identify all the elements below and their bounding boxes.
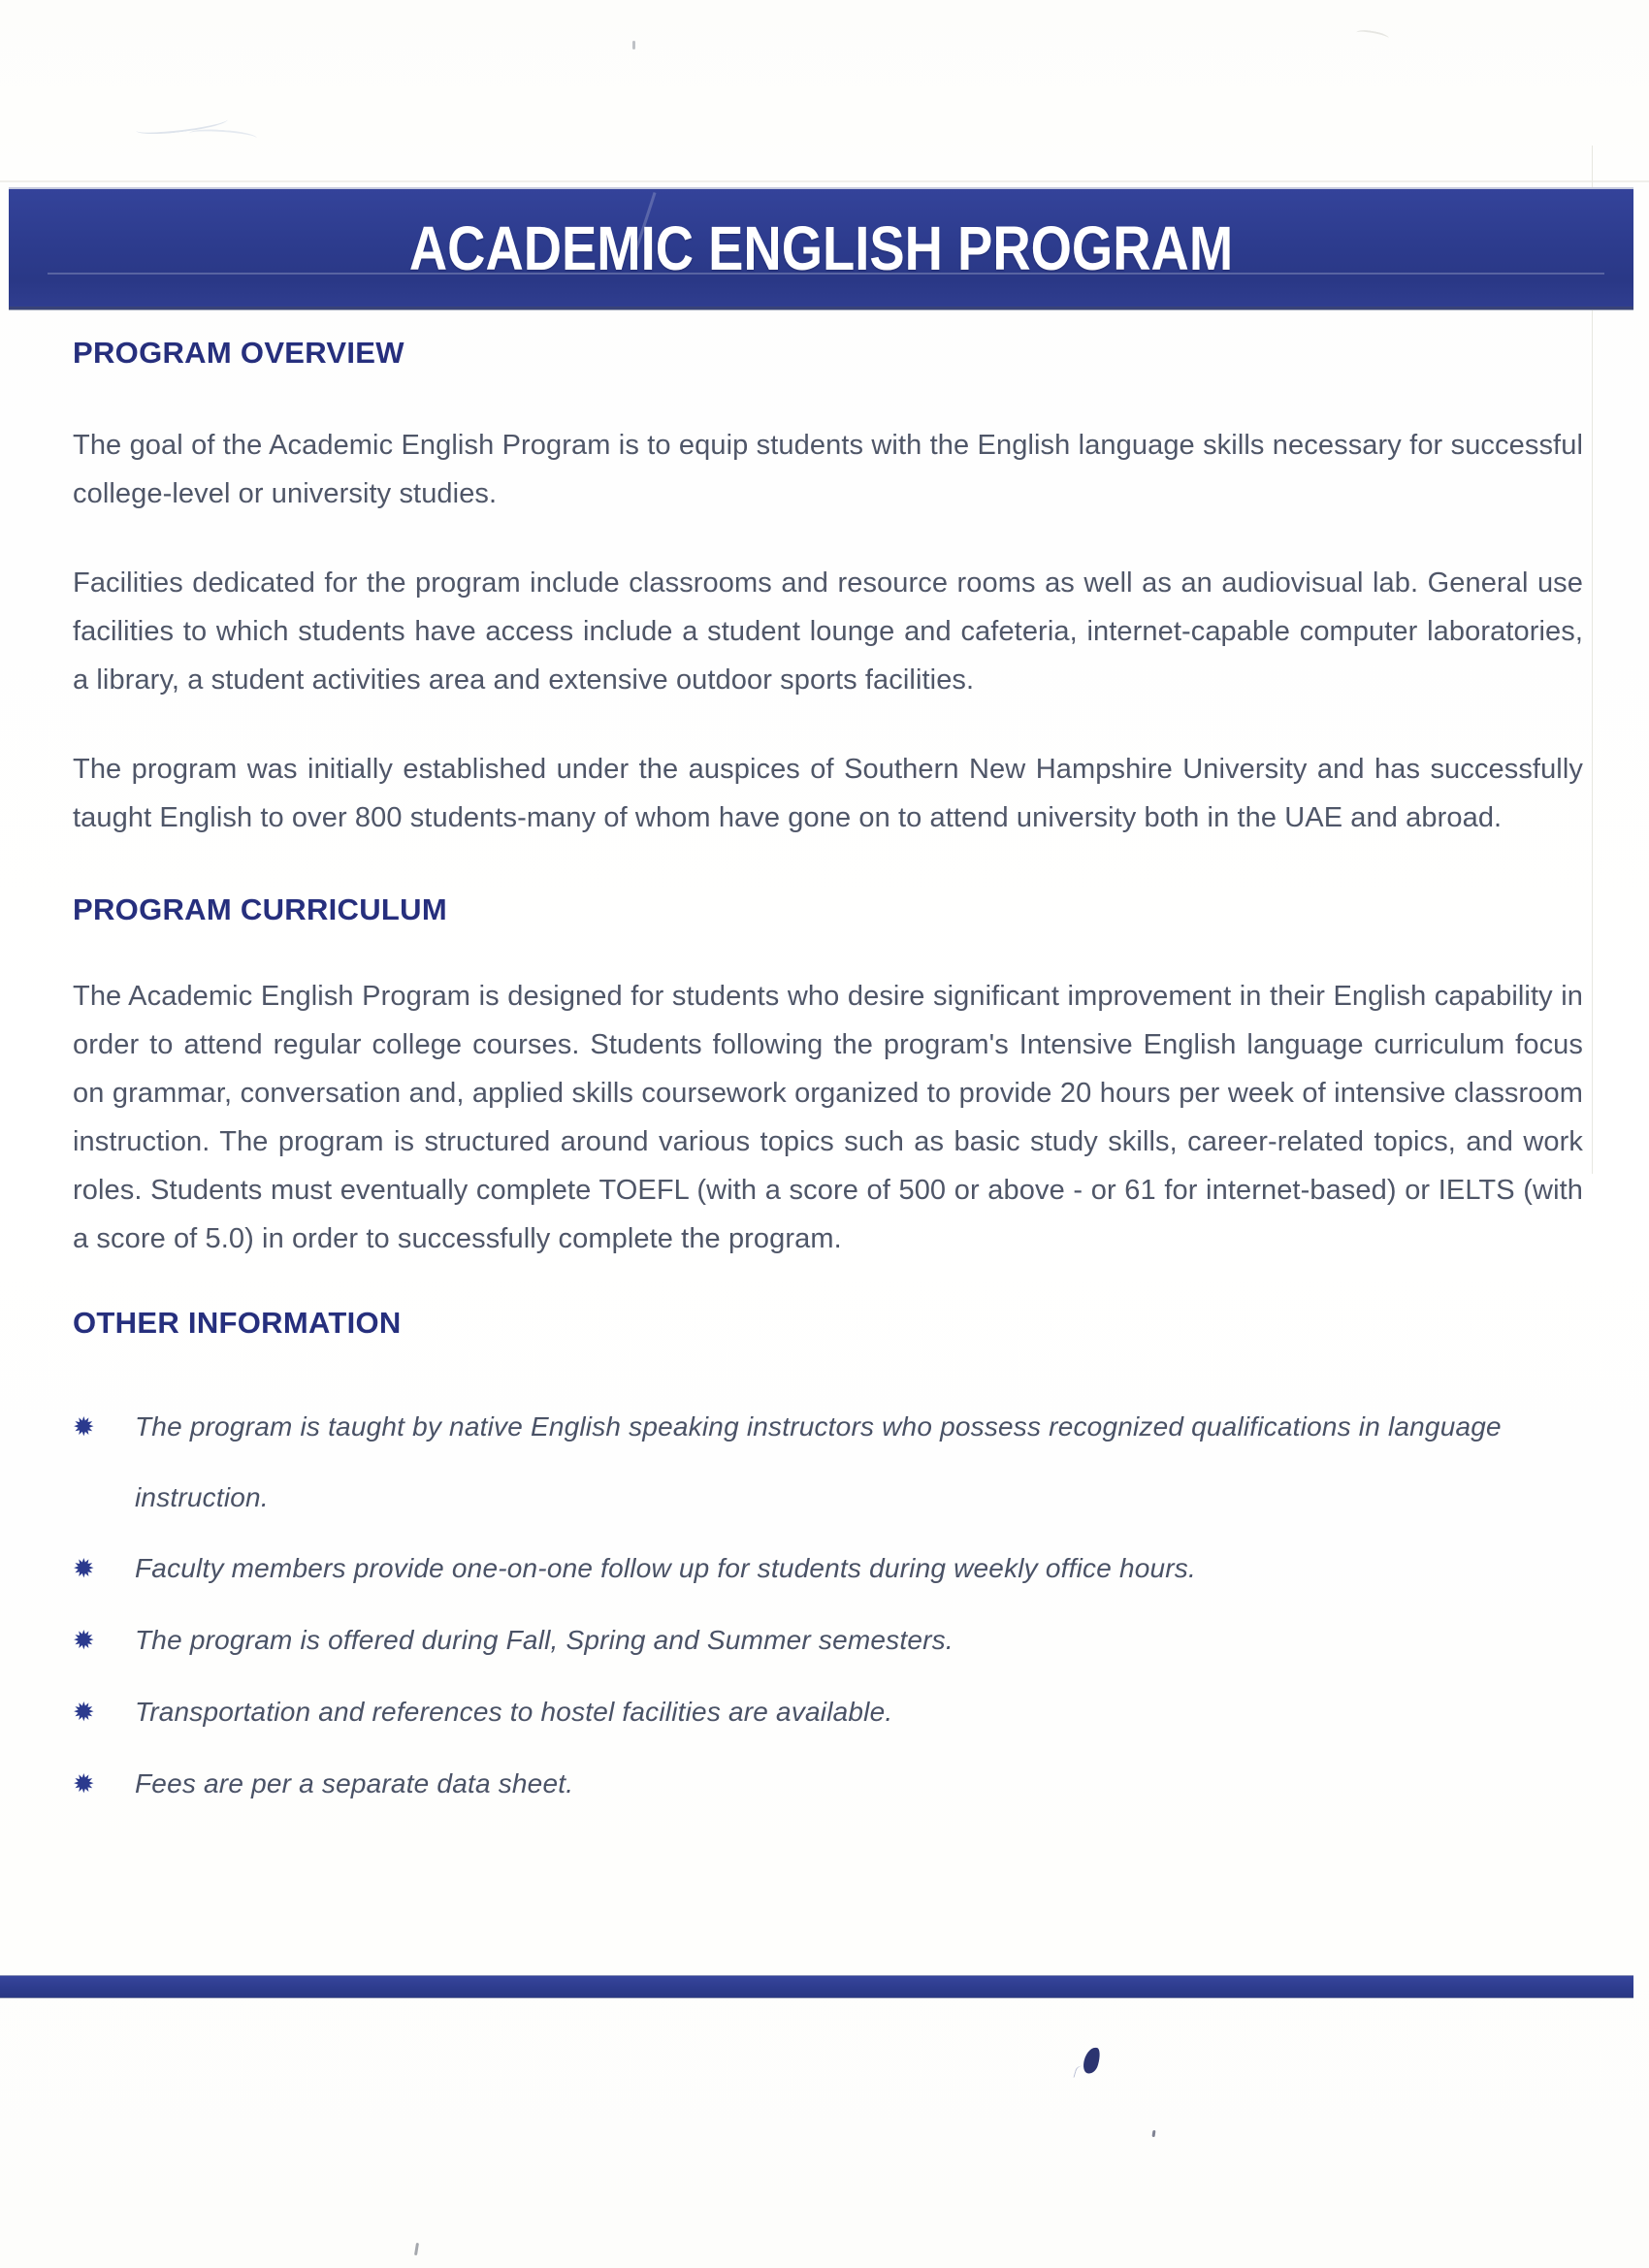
bullet-text-instructors: The program is taught by native English speaking instructors who possess recognized qualifications in language instruction.: [135, 1411, 1502, 1512]
paragraph-overview-goal: The goal of the Academic English Program is to equip students with the English language skills necessary for successful college-level or university studies.: [73, 430, 1583, 509]
scan-artifact-pencil-squiggle: [189, 128, 258, 145]
list-item: [73, 1391, 1583, 1533]
section-heading-program-curriculum: PROGRAM CURRICULUM: [73, 892, 447, 926]
paragraph-overview-facilities: Facilities dedicated for the program include classrooms and resource rooms as well as an audiovisual lab. General use facilities to which students have access include a student lounge and cafeteria, internet-capable computer laboratories, a library, a student activities area and extensive outdoor sports facilities.: [73, 567, 1583, 696]
scan-artifact-shadow-line: [0, 180, 1649, 182]
scan-artifact-speck: [1355, 28, 1389, 43]
star-bullet-icon: ✹: [73, 1626, 95, 1655]
scan-artifact-speck: [1152, 2130, 1156, 2137]
bottom-rule-bar: [0, 1975, 1633, 1998]
list-item: [73, 1676, 1583, 1748]
scan-artifact-pencil-squiggle: [136, 113, 229, 137]
scan-artifact-speck: [414, 2243, 419, 2255]
scan-artifact-speck: [632, 41, 635, 49]
star-bullet-icon: ✹: [73, 1769, 95, 1798]
title-banner: [9, 187, 1633, 309]
star-bullet-icon: ✹: [73, 1698, 95, 1727]
bullet-text-transportation: Transportation and references to hostel facilities are available.: [135, 1697, 893, 1727]
bullet-text-faculty: Faculty members provide one-on-one follow up for students during weekly office hours.: [135, 1553, 1196, 1583]
scan-artifact-streak: [48, 273, 1604, 275]
list-item: [73, 1748, 1583, 1820]
bullet-text-semesters: The program is offered during Fall, Spring and Summer semesters.: [135, 1625, 954, 1655]
section-heading-other-information: OTHER INFORMATION: [73, 1306, 402, 1340]
document-body: [73, 336, 1583, 1820]
paragraph-curriculum: The Academic English Program is designed for students who desire significant improvement in their English capability in order to attend regular college courses. Students following the program's Intensive English language curriculum focus on grammar, conversation and, applied skills coursework organized to provide 20 hours per week of intensive classroom instruction. The program is structured around various topics such as basic study skills, career-related topics, and work roles. Students must eventually complete TOEFL (with a score of 500 or above - or 61 for internet-based) or IELTS (with a score of 5.0) in order to successfully complete the program.: [73, 981, 1583, 1254]
star-bullet-icon: ✹: [73, 1412, 95, 1442]
bullet-text-fees: Fees are per a separate data sheet.: [135, 1768, 574, 1798]
star-bullet-icon: ✹: [73, 1554, 95, 1583]
other-information-list: [73, 1391, 1583, 1820]
paragraph-overview-history: The program was initially established under the auspices of Southern New Hampshire University and has successfully taught English to over 800 students-many of whom have gone on to attend university both in the UAE and abroad.: [73, 754, 1583, 833]
scan-artifact-ink-blot: [1081, 2045, 1102, 2075]
section-heading-program-overview: PROGRAM OVERVIEW: [73, 336, 404, 370]
list-item: [73, 1533, 1583, 1604]
page-title: ACADEMIC ENGLISH PROGRAM: [408, 212, 1234, 283]
list-item: [73, 1604, 1583, 1676]
